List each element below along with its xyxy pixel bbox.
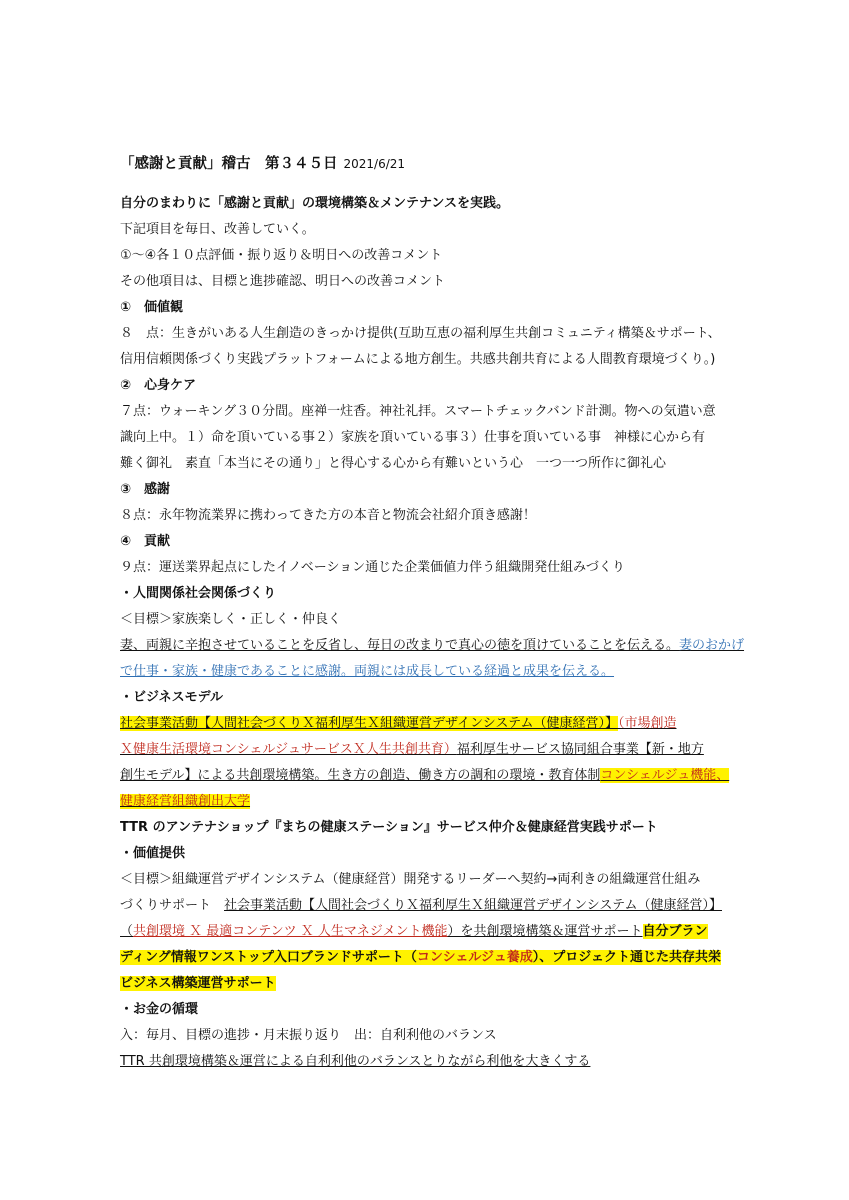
- business-line: [120, 740, 704, 760]
- business-line: [120, 714, 676, 734]
- money-line: TTR 共創環境構築＆運営による自利利他のバランスとりながら利他を大きくする: [120, 1054, 591, 1069]
- section-heading-care: ② 心身ケア: [120, 378, 197, 393]
- document-title: [120, 154, 405, 174]
- business-highlight-red: コンシェルジュ機能、: [600, 768, 730, 783]
- value-text: （: [120, 924, 134, 939]
- relations-text-blue: 妻のおかげ: [679, 638, 745, 653]
- section-text: 信用信頼関係づくり実践プラットフォームによる地方創生。共感共創共育による人間教育環境づくり。): [120, 352, 716, 367]
- value-line: ＜目標＞組織運営デザインシステム（健康経営）開発するリーダーへ契約→両利きの組織運営仕組み: [120, 872, 701, 887]
- relations-goal: ＜目標＞家族楽しく・正しく・仲良く: [120, 612, 342, 627]
- business-heading: ・ビジネスモデル: [120, 690, 223, 705]
- value-line: [120, 896, 722, 916]
- business-highlight: 社会事業活動【人間社会づくりＸ福利厚生Ｘ組織運営デザインシステム（健康経営）】: [120, 716, 618, 731]
- date-text: 2021/6/21: [343, 157, 406, 171]
- business-line: [120, 766, 729, 786]
- value-highlight-red: コンシェルジュ養成: [416, 950, 533, 965]
- section-text: 識向上中。１）命を頂いている事２）家族を頂いている事３）仕事を頂いている事 神様に心から有: [120, 430, 706, 445]
- value-heading: ・価値提供: [120, 846, 186, 861]
- relations-line-blue: で仕事・家族・健康であることに感謝。両親には成長している経過と成果を伝える。: [120, 664, 615, 679]
- value-highlight: ディング情報ワンストップ入口ブランドサポート（: [120, 950, 417, 965]
- value-line: [120, 922, 708, 942]
- business-line: [120, 792, 250, 812]
- lead-line: 自分のまわりに「感謝と貢献」の環境構築＆メンテナンスを実践。: [120, 196, 509, 211]
- money-heading: ・お金の循環: [120, 1002, 199, 1017]
- intro-line: 下記項目を毎日、改善していく。: [120, 222, 315, 237]
- business-text: 創生モデル】による共創環境構築。生き方の創造、働き方の調和の環境・教育体制: [120, 768, 601, 783]
- section-text: ８ 点：生きがいある人生創造のきっかけ提供(互助互恵の福利厚生共創コミュニティ構築＆サポート、: [120, 326, 721, 341]
- business-red-text: Ｘ健康生活環境コンシェルジュサービスＸ人生共創共育）: [120, 742, 457, 757]
- value-highlight: 自分ブラン: [642, 924, 708, 939]
- business-red-text: （市場創造: [617, 716, 677, 731]
- section-text: 難く御礼 素直「本当にその通り」と得心する心から有難いという心 一つ一つ所作に御礼心: [120, 456, 667, 471]
- section-text: ７点：ウォーキング３０分間。座禅一炷香。神社礼拝。スマートチェックバンド計測。物への気遣い意: [120, 404, 716, 419]
- value-highlight: ）、プロジェクト通じた共存共栄: [532, 950, 722, 965]
- relations-line: [120, 636, 744, 656]
- value-text: づくりサポート: [120, 898, 212, 913]
- business-text: 福利厚生サービス協同組合事業【新・地方: [456, 742, 704, 757]
- money-line: 入：毎月、目標の進捗・月末振り返り 出：自利利他のバランス: [120, 1028, 497, 1043]
- value-line: [120, 974, 276, 994]
- relations-heading: ・人間関係社会関係づくり: [120, 586, 277, 601]
- section-text: ８点：永年物流業界に携わってきた方の本音と物流会社紹介頂き感謝！: [120, 508, 536, 523]
- value-underlined: 社会事業活動【人間社会づくりＸ福利厚生Ｘ組織運営デザインシステム（健康経営）】: [224, 898, 722, 913]
- relations-text: 妻、両親に辛抱させていることを反省し、毎日の改まりで真心の徳を頂けていることを伝える。: [120, 638, 680, 653]
- ttr-heading: TTR のアンテナショップ『まちの健康ステーション』サービス仲介＆健康経営実践サポート: [120, 820, 658, 835]
- business-highlight-red: 健康経営組織創出大学: [120, 794, 251, 809]
- section-heading-gratitude: ③ 感謝: [120, 482, 171, 497]
- value-text: ）を共創環境構築＆運営サポート: [447, 924, 643, 939]
- value-red-text: 共創環境 Ｘ 最適コンテンツ Ｘ 人生マネジメント機能: [133, 924, 448, 939]
- section-heading-contribution: ④ 貢献: [120, 534, 171, 549]
- intro-line: その他項目は、目標と進捗確認、明日への改善コメント: [120, 274, 446, 289]
- title-text: 「感謝と貢献」稽古 第３４５日: [120, 156, 338, 172]
- intro-line: ①～④各１０点評価・振り返り＆明日への改善コメント: [120, 248, 443, 263]
- value-highlight: ビジネス構築運営サポート: [120, 976, 276, 991]
- value-line: [120, 948, 721, 968]
- section-text: ９点：運送業界起点にしたイノベーション通じた企業価値力伴う組織開発仕組みづくり: [120, 560, 625, 575]
- section-heading-values: ① 価値観: [120, 300, 184, 315]
